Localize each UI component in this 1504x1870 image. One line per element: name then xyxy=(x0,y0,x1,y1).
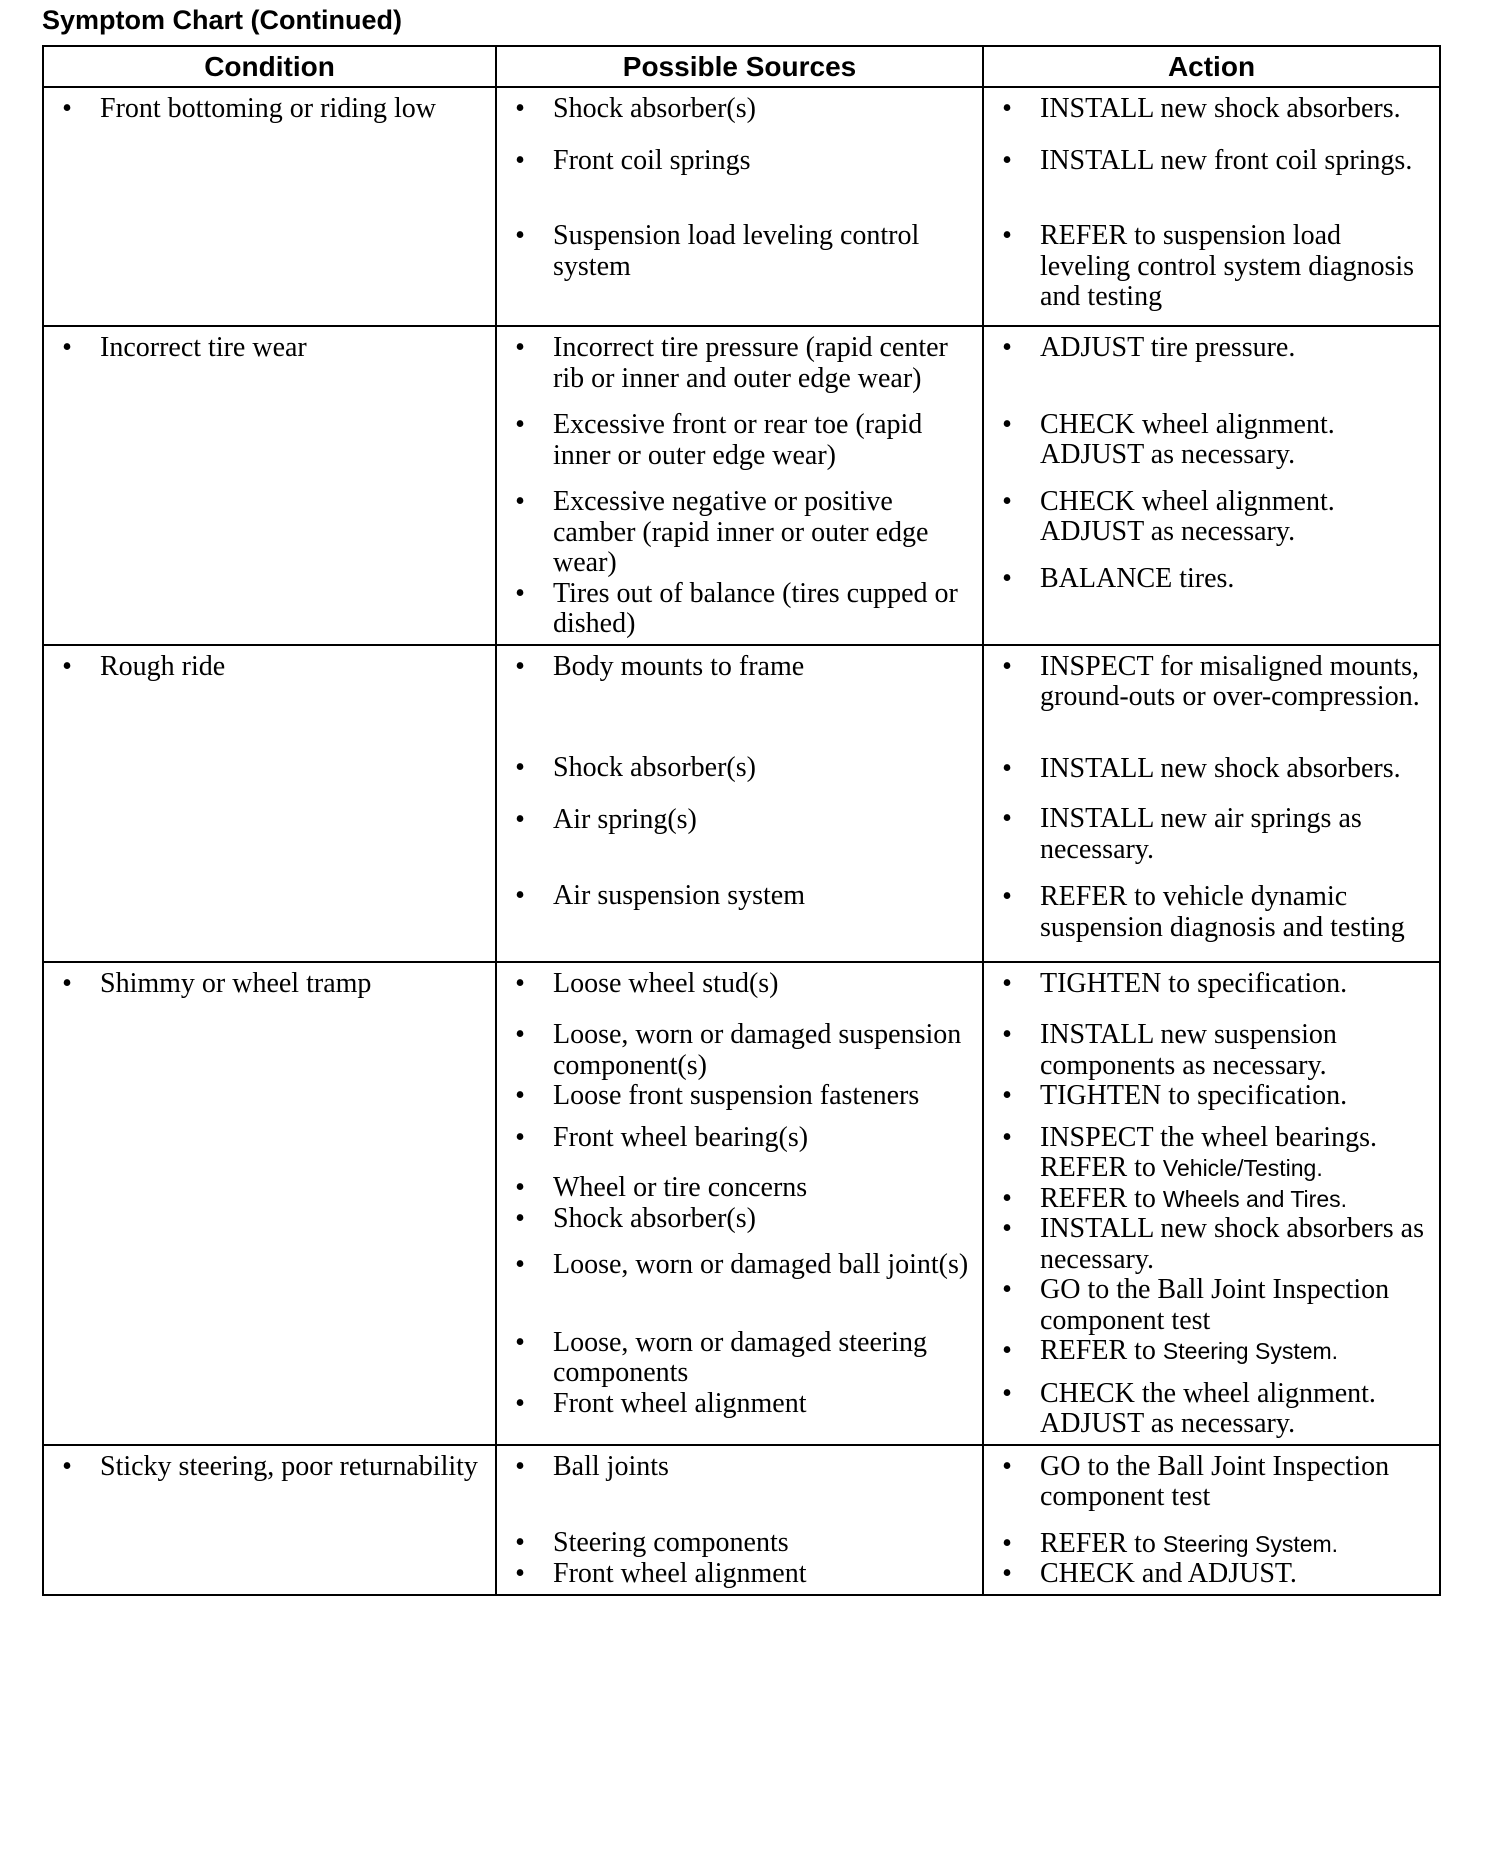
source-item xyxy=(497,146,974,177)
source-item xyxy=(497,881,974,912)
source-item-text: Loose, worn or damaged steering components xyxy=(553,1326,927,1388)
condition-item xyxy=(44,652,487,683)
bullet-icon: • xyxy=(62,332,72,363)
bullet-icon: • xyxy=(515,752,525,783)
source-item xyxy=(497,1081,974,1112)
action-item-text: REFER to xyxy=(1040,1335,1163,1366)
condition-list xyxy=(44,327,495,368)
source-item-text: Loose front suspension fasteners xyxy=(553,1080,920,1111)
action-item-text: CHECK wheel alignment. ADJUST as necessary. xyxy=(1040,408,1335,470)
source-item-text: Tires out of balance (tires cupped or dished) xyxy=(553,577,958,639)
source-item xyxy=(497,333,974,394)
condition-cell xyxy=(43,1445,496,1595)
table-header-row xyxy=(43,46,1440,87)
action-item xyxy=(984,1020,1431,1081)
action-item-text: INSTALL new air springs as necessary. xyxy=(1040,803,1362,865)
bullet-icon: • xyxy=(62,967,72,999)
sources-list xyxy=(497,963,982,1424)
actions-list xyxy=(984,88,1439,317)
bullet-icon: • xyxy=(515,1080,525,1111)
action-item-text: GO to the Ball Joint Inspection component test xyxy=(1040,1450,1390,1512)
bullet-icon: • xyxy=(1002,1335,1012,1366)
action-item-text: CHECK the wheel alignment. ADJUST as necessary. xyxy=(1040,1377,1376,1439)
condition-list xyxy=(44,963,495,1004)
action-item xyxy=(984,1275,1431,1336)
source-item xyxy=(497,1204,974,1235)
source-item xyxy=(497,969,974,1000)
action-item-text: INSTALL new front coil springs. xyxy=(1040,144,1413,176)
table-row xyxy=(43,87,1440,326)
action-item xyxy=(984,1379,1431,1440)
source-item-text: Steering components xyxy=(553,1527,789,1558)
condition-list xyxy=(44,88,495,129)
sources-list xyxy=(497,327,982,644)
sources-list xyxy=(497,88,982,286)
action-item xyxy=(984,652,1431,713)
bullet-icon: • xyxy=(515,803,525,835)
condition-list xyxy=(44,646,495,687)
bullet-icon: • xyxy=(1002,562,1012,594)
source-item-text: Front wheel alignment xyxy=(553,1557,807,1589)
bullet-icon: • xyxy=(515,1249,525,1280)
source-item xyxy=(497,1389,974,1420)
action-item xyxy=(984,333,1431,364)
bullet-icon: • xyxy=(62,93,72,124)
bullet-icon: • xyxy=(1002,1527,1012,1559)
action-item xyxy=(984,804,1431,865)
source-item xyxy=(497,1020,974,1081)
cross-reference: Steering System. xyxy=(1162,1338,1339,1364)
page-title: Symptom Chart (Continued) xyxy=(42,5,402,35)
sources-list xyxy=(497,1446,982,1594)
source-item-text: Suspension load leveling control system xyxy=(553,220,920,282)
bullet-icon: • xyxy=(1002,332,1012,363)
condition-item xyxy=(44,94,487,125)
bullet-icon: • xyxy=(1002,650,1012,682)
action-item xyxy=(984,1081,1431,1112)
source-item-text: Loose, worn or damaged suspension component(s) xyxy=(553,1019,962,1081)
source-item-text: Incorrect tire pressure (rapid center rib or inner and outer edge wear) xyxy=(553,332,948,394)
source-item-text: Shock absorber(s) xyxy=(553,752,756,783)
bullet-icon: • xyxy=(515,1172,525,1203)
source-item xyxy=(497,579,974,640)
table-body xyxy=(43,87,1440,1595)
action-item-text: INSPECT the wheel bearings. REFER to xyxy=(1040,1121,1377,1183)
condition-item-text: Front bottoming or riding low xyxy=(100,93,436,124)
action-item-text: REFER to xyxy=(1040,1527,1163,1559)
bullet-icon: • xyxy=(515,880,525,911)
action-item-text: CHECK wheel alignment. ADJUST as necessary. xyxy=(1040,485,1335,547)
condition-cell xyxy=(43,645,496,962)
bullet-icon: • xyxy=(515,577,525,609)
source-item-text: Loose wheel stud(s) xyxy=(553,967,779,999)
possible-sources-cell xyxy=(496,87,983,326)
source-item xyxy=(497,805,974,836)
source-item xyxy=(497,487,974,579)
source-item-text: Loose, worn or damaged ball joint(s) xyxy=(553,1249,969,1280)
bullet-icon: • xyxy=(515,93,525,124)
source-item-text: Air suspension system xyxy=(553,880,805,911)
action-item xyxy=(984,564,1431,595)
bullet-icon: • xyxy=(1002,803,1012,834)
bullet-icon: • xyxy=(515,1019,525,1050)
table-row xyxy=(43,1445,1440,1595)
bullet-icon: • xyxy=(515,1326,525,1358)
possible-sources-cell xyxy=(496,326,983,645)
action-item-text: TIGHTEN to specification. xyxy=(1040,1080,1348,1111)
condition-list xyxy=(44,1446,495,1487)
source-item-text: Air spring(s) xyxy=(553,803,697,835)
actions-list xyxy=(984,327,1439,598)
action-item xyxy=(984,969,1431,1000)
bullet-icon: • xyxy=(515,409,525,440)
action-item-text: CHECK and ADJUST. xyxy=(1040,1558,1297,1589)
cross-reference: Vehicle/Testing. xyxy=(1162,1155,1323,1181)
condition-header: Condition xyxy=(43,46,496,87)
bullet-icon: • xyxy=(1002,1182,1012,1214)
possible-sources-header: Possible Sources xyxy=(496,46,983,87)
source-item xyxy=(497,753,974,784)
source-item xyxy=(497,652,974,683)
action-item xyxy=(984,1123,1431,1184)
bullet-icon: • xyxy=(1002,1377,1012,1409)
bullet-icon: • xyxy=(515,1450,525,1482)
condition-cell xyxy=(43,87,496,326)
source-item xyxy=(497,1173,974,1204)
action-item-text: REFER to xyxy=(1040,1182,1163,1214)
condition-item-text: Shimmy or wheel tramp xyxy=(100,967,372,999)
bullet-icon: • xyxy=(515,144,525,176)
bullet-icon: • xyxy=(62,1450,72,1482)
action-item-text: INSPECT for misaligned mounts, ground-outs or over-compression. xyxy=(1040,650,1420,712)
bullet-icon: • xyxy=(1002,752,1012,784)
action-item-text: INSTALL new shock absorbers. xyxy=(1040,93,1401,124)
action-item xyxy=(984,146,1431,177)
possible-sources-cell xyxy=(496,645,983,962)
source-item xyxy=(497,410,974,471)
condition-item xyxy=(44,969,487,1000)
bullet-icon: • xyxy=(1002,93,1012,124)
table-row xyxy=(43,645,1440,962)
source-item-text: Front wheel alignment xyxy=(553,1387,807,1419)
condition-item xyxy=(44,1452,487,1483)
bullet-icon: • xyxy=(515,486,525,517)
action-item xyxy=(984,1529,1431,1560)
bullet-icon: • xyxy=(1002,1080,1012,1111)
action-header: Action xyxy=(983,46,1440,87)
action-item xyxy=(984,882,1431,943)
condition-cell xyxy=(43,962,496,1445)
sources-list xyxy=(497,646,982,916)
action-item xyxy=(984,221,1431,313)
source-item-text: Ball joints xyxy=(553,1450,669,1482)
bullet-icon: • xyxy=(515,1387,525,1419)
source-item-text: Body mounts to frame xyxy=(553,650,805,682)
condition-item-text: Incorrect tire wear xyxy=(100,332,307,363)
bullet-icon: • xyxy=(1002,967,1012,999)
possible-sources-cell xyxy=(496,962,983,1445)
action-cell xyxy=(983,87,1440,326)
action-item xyxy=(984,410,1431,471)
action-item-text: REFER to vehicle dynamic suspension diagnosis and testing xyxy=(1040,881,1405,943)
actions-list xyxy=(984,1446,1439,1594)
source-item xyxy=(497,94,974,125)
bullet-icon: • xyxy=(1002,220,1012,251)
bullet-icon: • xyxy=(515,967,525,999)
source-item-text: Wheel or tire concerns xyxy=(553,1172,808,1203)
table-row xyxy=(43,326,1440,645)
bullet-icon: • xyxy=(1002,1558,1012,1589)
action-item-text: BALANCE tires. xyxy=(1040,562,1235,594)
action-item-text: TIGHTEN to specification. xyxy=(1040,967,1348,999)
bullet-icon: • xyxy=(1002,1213,1012,1244)
source-item-text: Shock absorber(s) xyxy=(553,93,756,124)
bullet-icon: • xyxy=(1002,881,1012,912)
action-item xyxy=(984,94,1431,125)
bullet-icon: • xyxy=(515,332,525,363)
symptom-table xyxy=(42,45,1441,1596)
source-item-text: Excessive negative or positive camber (rapid inner or outer edge wear) xyxy=(553,486,929,578)
bullet-icon: • xyxy=(515,1202,525,1234)
bullet-icon: • xyxy=(1002,1019,1012,1050)
condition-cell xyxy=(43,326,496,645)
bullet-icon: • xyxy=(1002,1121,1012,1153)
source-item-text: Shock absorber(s) xyxy=(553,1202,756,1234)
cross-reference: Wheels and Tires. xyxy=(1162,1185,1348,1212)
action-cell xyxy=(983,962,1440,1445)
action-cell xyxy=(983,326,1440,645)
action-cell xyxy=(983,1445,1440,1595)
actions-list xyxy=(984,646,1439,948)
bullet-icon: • xyxy=(62,650,72,682)
source-item xyxy=(497,1559,974,1590)
action-item xyxy=(984,1336,1431,1367)
bullet-icon: • xyxy=(1002,408,1012,440)
source-item xyxy=(497,221,974,282)
action-cell xyxy=(983,645,1440,962)
bullet-icon: • xyxy=(515,650,525,682)
bullet-icon: • xyxy=(1002,1274,1012,1305)
bullet-icon: • xyxy=(515,220,525,251)
action-item-text: GO to the Ball Joint Inspection component test xyxy=(1040,1274,1390,1336)
actions-list xyxy=(984,963,1439,1444)
table-row xyxy=(43,962,1440,1445)
action-item xyxy=(984,487,1431,548)
source-item xyxy=(497,1528,974,1559)
bullet-icon: • xyxy=(1002,485,1012,517)
cross-reference: Steering System. xyxy=(1162,1530,1339,1557)
action-item-text: INSTALL new shock absorbers as necessary. xyxy=(1040,1213,1424,1275)
bullet-icon: • xyxy=(515,1121,525,1153)
condition-item-text: Sticky steering, poor returnability xyxy=(100,1450,478,1482)
action-item-text: INSTALL new suspension components as necessary. xyxy=(1040,1019,1337,1081)
bullet-icon: • xyxy=(515,1557,525,1589)
action-item xyxy=(984,754,1431,785)
source-item xyxy=(497,1123,974,1154)
bullet-icon: • xyxy=(515,1527,525,1558)
action-item-text: ADJUST tire pressure. xyxy=(1040,332,1296,363)
source-item-text: Front coil springs xyxy=(553,144,751,176)
action-item xyxy=(984,1214,1431,1275)
bullet-icon: • xyxy=(1002,1450,1012,1482)
action-item-text: REFER to suspension load leveling control system diagnosis and testing xyxy=(1040,220,1415,312)
action-item xyxy=(984,1452,1431,1513)
source-item xyxy=(497,1452,974,1483)
condition-item xyxy=(44,333,487,364)
action-item xyxy=(984,1559,1431,1590)
action-item xyxy=(984,1184,1431,1215)
bullet-icon: • xyxy=(1002,144,1012,176)
action-item-text: INSTALL new shock absorbers. xyxy=(1040,752,1401,784)
source-item xyxy=(497,1328,974,1389)
source-item xyxy=(497,1250,974,1281)
possible-sources-cell xyxy=(496,1445,983,1595)
condition-item-text: Rough ride xyxy=(100,650,226,682)
source-item-text: Excessive front or rear toe (rapid inner or outer edge wear) xyxy=(553,409,923,471)
source-item-text: Front wheel bearing(s) xyxy=(553,1121,809,1153)
